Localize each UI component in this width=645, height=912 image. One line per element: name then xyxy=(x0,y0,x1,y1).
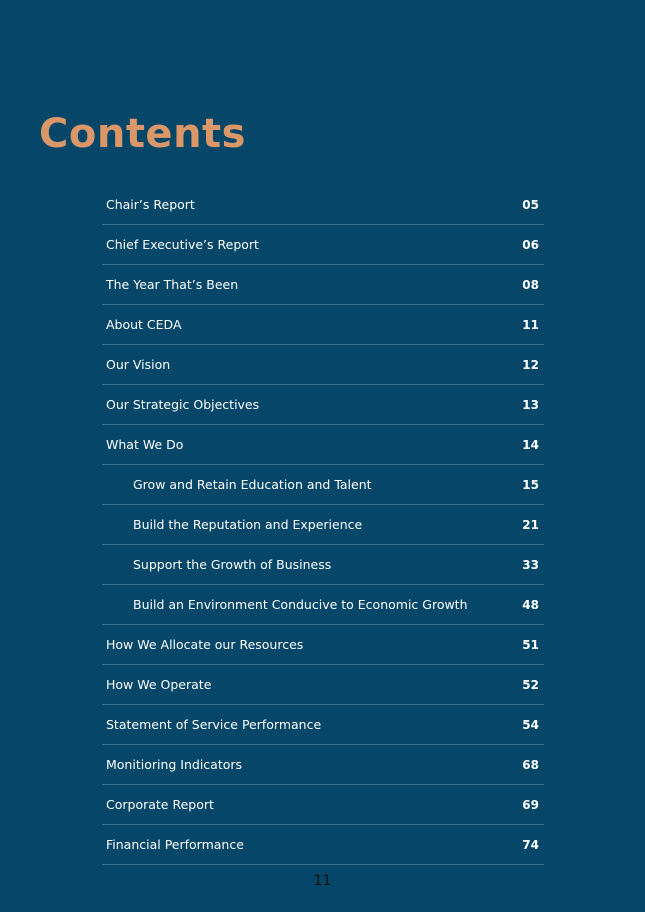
toc-entry-label: Grow and Retain Education and Talent xyxy=(133,477,372,492)
toc-entry-label: What We Do xyxy=(106,437,184,452)
toc-entry-what-we-do[interactable] xyxy=(102,425,544,465)
toc-entry-chairs-report[interactable] xyxy=(102,185,544,225)
toc-entry-label: Financial Performance xyxy=(106,837,244,852)
toc-entry-label: Monitioring Indicators xyxy=(106,757,243,772)
table-of-contents xyxy=(102,185,544,865)
toc-entry-page: 33 xyxy=(522,557,539,572)
toc-entry-page: 11 xyxy=(522,317,539,332)
toc-entry-page: 74 xyxy=(522,837,539,852)
toc-entry-page: 48 xyxy=(522,597,539,612)
toc-entry-strategic-objectives[interactable] xyxy=(102,385,544,425)
toc-entry-about-ceda[interactable] xyxy=(102,305,544,345)
toc-entry-page: 69 xyxy=(522,797,539,812)
toc-entry-label: About CEDA xyxy=(106,317,182,332)
toc-entry-label: How We Allocate our Resources xyxy=(106,637,304,652)
toc-entry-how-we-operate[interactable] xyxy=(102,665,544,705)
toc-entry-service-performance[interactable] xyxy=(102,705,544,745)
toc-entry-label: Build the Reputation and Experience xyxy=(133,517,363,532)
toc-entry-label: Our Vision xyxy=(106,357,171,372)
toc-subentry-economic-growth[interactable] xyxy=(102,585,544,625)
toc-entry-label: Our Strategic Objectives xyxy=(106,397,260,412)
toc-entry-page: 54 xyxy=(522,717,539,732)
toc-entry-label: Chief Executive’s Report xyxy=(106,237,259,252)
toc-entry-page: 52 xyxy=(522,677,539,692)
toc-entry-page: 05 xyxy=(522,197,539,212)
toc-entry-label: Corporate Report xyxy=(106,797,214,812)
toc-entry-label: Statement of Service Performance xyxy=(106,717,322,732)
toc-subentry-reputation-experience[interactable] xyxy=(102,505,544,545)
page-title: Contents xyxy=(39,111,246,157)
page-number: 11 xyxy=(313,873,332,889)
toc-entry-page: 68 xyxy=(522,757,539,772)
toc-entry-page: 21 xyxy=(522,517,539,532)
toc-entry-label: The Year That’s Been xyxy=(106,277,239,292)
toc-entry-page: 13 xyxy=(522,397,539,412)
toc-entry-year-thats-been[interactable] xyxy=(102,265,544,305)
toc-entry-monitoring-indicators[interactable] xyxy=(102,745,544,785)
toc-entry-page: 51 xyxy=(522,637,539,652)
toc-entry-page: 12 xyxy=(522,357,539,372)
toc-subentry-education-talent[interactable] xyxy=(102,465,544,505)
toc-entry-page: 06 xyxy=(522,237,539,252)
toc-entry-corporate-report[interactable] xyxy=(102,785,544,825)
toc-entry-financial-performance[interactable] xyxy=(102,825,544,865)
toc-entry-allocate-resources[interactable] xyxy=(102,625,544,665)
toc-entry-label: How We Operate xyxy=(106,677,212,692)
toc-entry-chief-executives-report[interactable] xyxy=(102,225,544,265)
toc-entry-label: Support the Growth of Business xyxy=(133,557,332,572)
toc-subentry-growth-of-business[interactable] xyxy=(102,545,544,585)
toc-entry-page: 14 xyxy=(522,437,539,452)
toc-entry-page: 08 xyxy=(522,277,539,292)
toc-entry-page: 15 xyxy=(522,477,539,492)
toc-entry-our-vision[interactable] xyxy=(102,345,544,385)
toc-entry-label: Build an Environment Conducive to Economic Growth xyxy=(133,597,468,612)
toc-entry-label: Chair’s Report xyxy=(106,197,195,212)
